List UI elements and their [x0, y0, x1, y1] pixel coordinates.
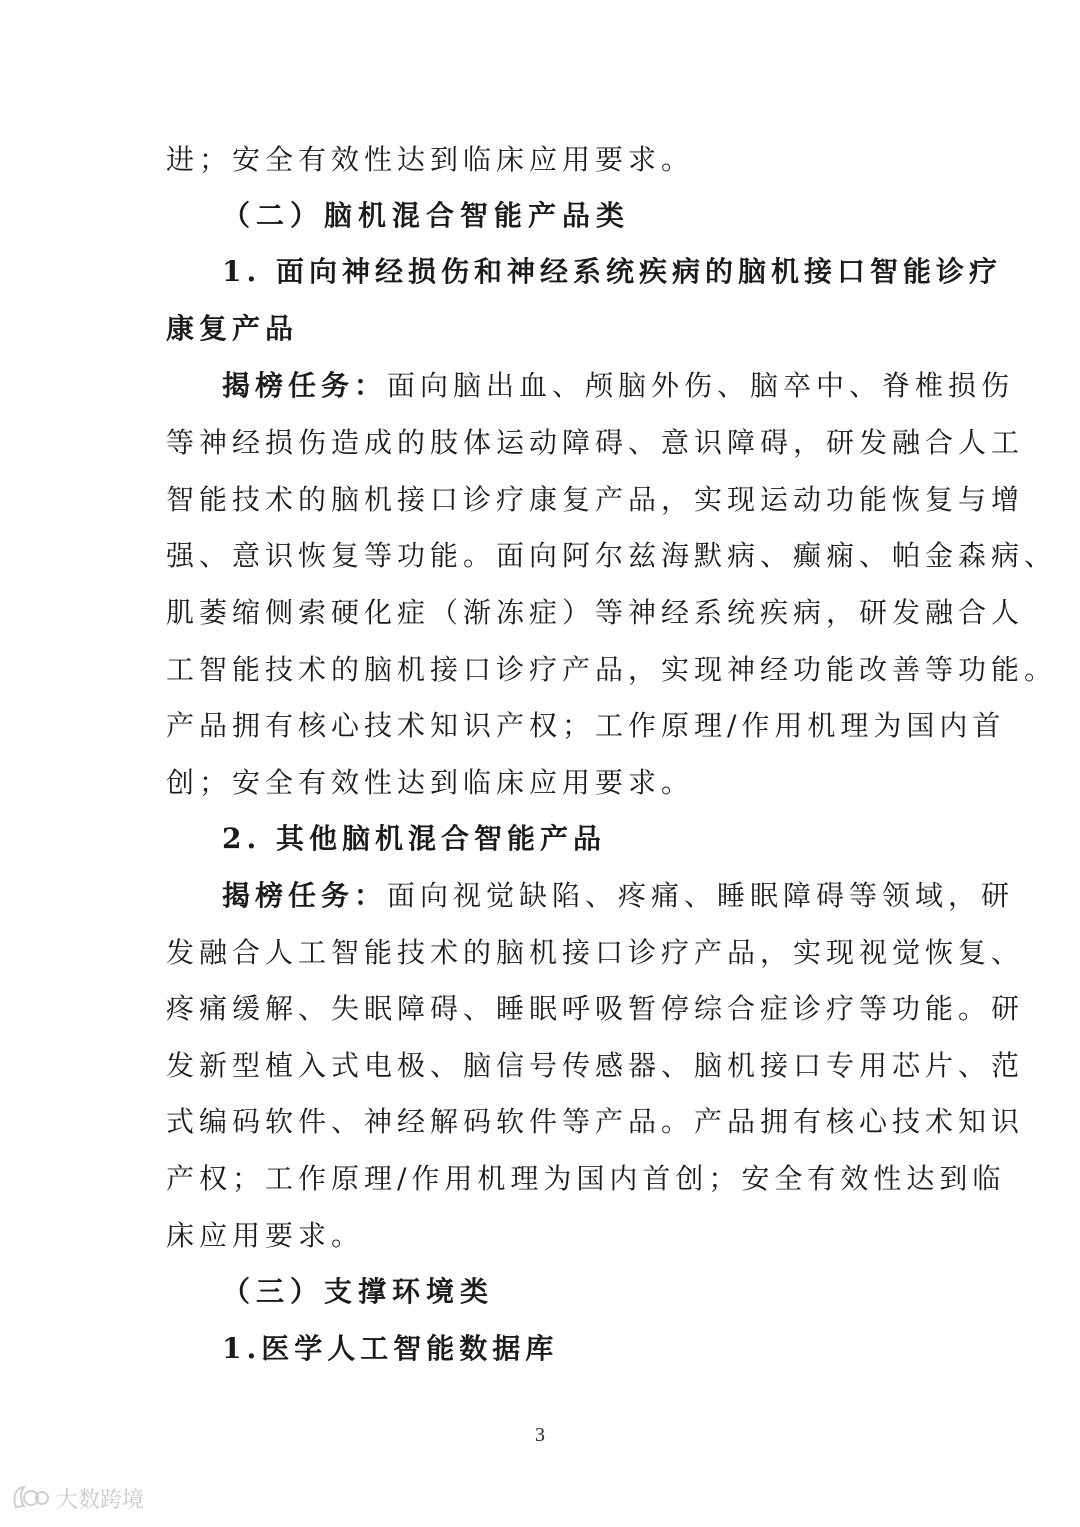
watermark-logo-icon — [10, 1483, 50, 1513]
watermark — [10, 1480, 144, 1516]
paragraph-line: 肌萎缩侧索硬化症（渐冻症）等神经系统疾病，研发融合人 — [166, 596, 1025, 629]
section-heading: （二）脑机混合智能产品类 — [222, 199, 631, 232]
task-text: 面向视觉缺陷、疼痛、睡眠障碍等领域，研 — [387, 879, 1015, 912]
subsection-heading: 2. 其他脑机混合智能产品 — [222, 822, 606, 855]
paragraph-line: 工智能技术的脑机接口诊疗产品，实现神经功能改善等功能。 — [166, 653, 1058, 686]
paragraph-line: 产品拥有核心技术知识产权；工作原理/作用机理为国内首 — [166, 709, 1006, 742]
page-number: 3 — [535, 1424, 545, 1446]
task-text: 面向脑出血、颅脑外伤、脑卒中、脊椎损伤 — [387, 369, 1015, 402]
paragraph-line — [222, 368, 1015, 404]
paragraph-line: 发新型植入式电极、脑信号传感器、脑机接口专用芯片、范 — [166, 1049, 1025, 1082]
paragraph-line: 智能技术的脑机接口诊疗康复产品，实现运动功能恢复与增 — [166, 483, 1025, 516]
task-label: 揭榜任务： — [222, 369, 388, 402]
section-heading: （三）支撑环境类 — [222, 1275, 495, 1308]
paragraph-line: 强、意识恢复等功能。面向阿尔兹海默病、癫痫、帕金森病、 — [166, 539, 1058, 572]
paragraph-line: 式编码软件、神经解码软件等产品。产品拥有核心技术知识 — [166, 1105, 1025, 1138]
paragraph-line: 发融合人工智能技术的脑机接口诊疗产品，实现视觉恢复、 — [166, 936, 1025, 969]
subsection-heading-continued: 康复产品 — [166, 312, 299, 345]
paragraph-line: 进；安全有效性达到临床应用要求。 — [166, 143, 695, 176]
paragraph-line: 产权；工作原理/作用机理为国内首创；安全有效性达到临 — [166, 1162, 1006, 1195]
subsection-heading: 1. 面向神经损伤和神经系统疾病的脑机接口智能诊疗 — [222, 255, 1002, 288]
paragraph-line: 疼痛缓解、失眠障碍、睡眠呼吸暂停综合症诊疗等功能。研 — [166, 992, 1025, 1025]
subsection-heading: 1.医学人工智能数据库 — [222, 1332, 559, 1365]
paragraph-line — [222, 878, 1015, 914]
paragraph-line: 创；安全有效性达到临床应用要求。 — [166, 766, 695, 799]
paragraph-line: 床应用要求。 — [166, 1219, 365, 1252]
watermark-text: 大数跨境 — [56, 1487, 145, 1513]
paragraph-line: 等神经损伤造成的肢体运动障碍、意识障碍，研发融合人工 — [166, 426, 1025, 459]
task-label: 揭榜任务： — [222, 879, 388, 912]
